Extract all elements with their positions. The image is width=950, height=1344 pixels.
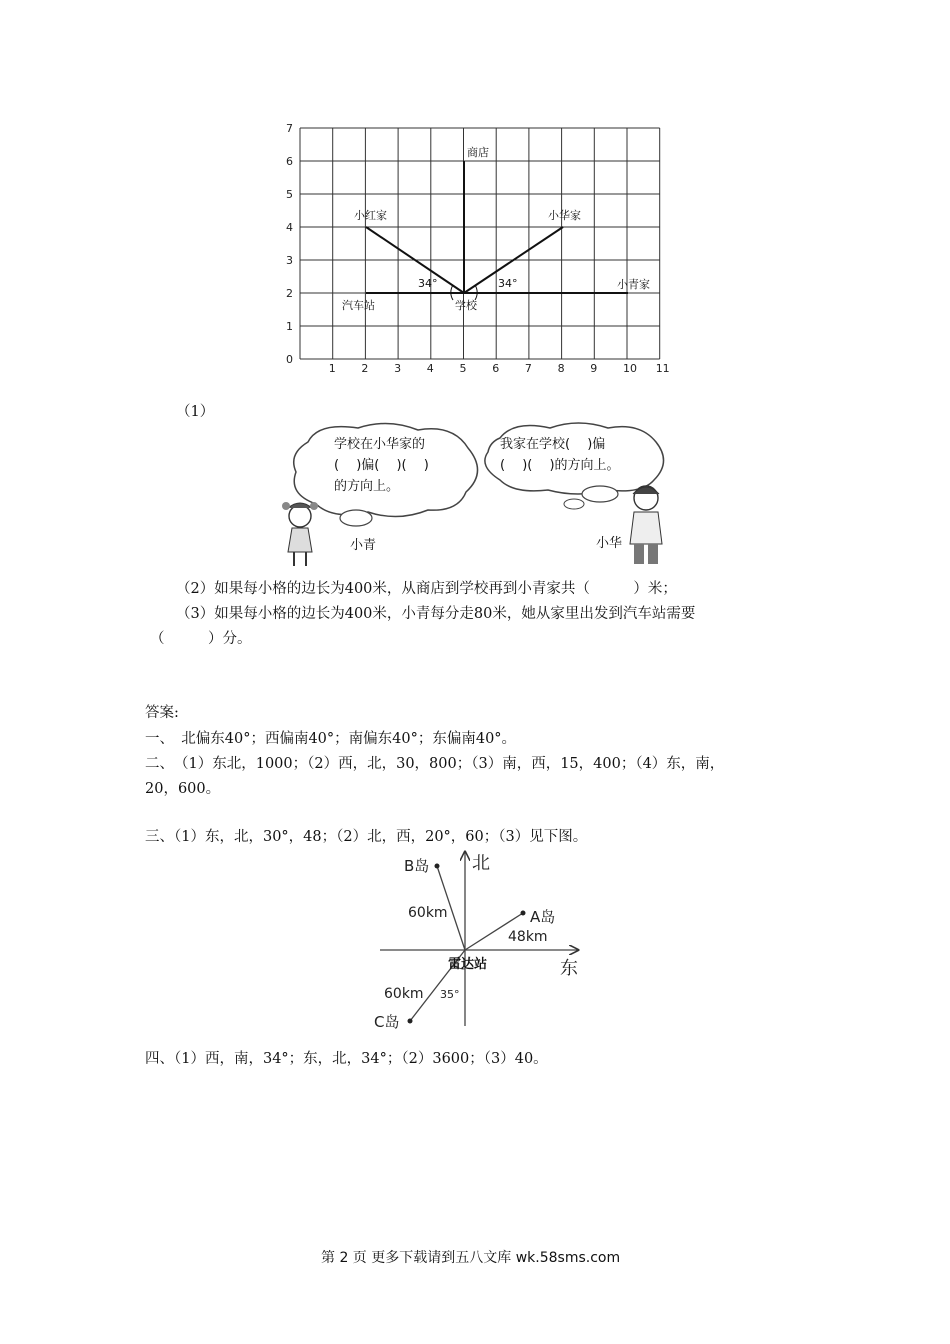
bubble-left-line: ( )偏( )( ) — [334, 458, 429, 473]
b-distance-label: 60km — [408, 905, 448, 921]
x-tick-label: 1 — [328, 362, 336, 375]
boy-figure — [630, 486, 662, 564]
answer-2-line1: 二、 （1）东北，1000；（2）西，北，30，800；（3）南，西，15，400；（4）东，南， — [145, 756, 725, 772]
b-island-label: B岛 — [404, 857, 430, 875]
east-label: 东 — [560, 958, 578, 979]
q1-label: （1） — [176, 404, 215, 420]
bubble-right-tiny — [564, 499, 584, 509]
y-tick-label: 5 — [286, 188, 293, 201]
answer-3: 三、（1）东，北，30°，48；（2）北，西，20°，60；（3）见下图。 — [145, 829, 588, 845]
point-b — [435, 864, 440, 869]
question-2: （2）如果每小格的边长为400米，从商店到学校再到小青家共（ ）米； — [176, 581, 677, 597]
c-angle-label: 35° — [440, 988, 460, 1001]
x-tick-label: 11 — [655, 362, 670, 375]
a-island-label: A岛 — [530, 908, 556, 926]
x-tick-label: 2 — [361, 362, 369, 375]
label-xiaoqing: 小青家 — [617, 278, 650, 291]
question-3-line1: （3）如果每小格的边长为400米，小青每分走80米，她从家里出发到汽车站需要 — [176, 606, 696, 622]
label-xiaohua: 小华家 — [548, 209, 581, 222]
point-a — [521, 911, 526, 916]
x-tick-label: 5 — [459, 362, 467, 375]
radar-figure — [370, 846, 590, 1036]
page-footer: 第 2 页 更多下载请到五八文库 wk.58sms.com — [321, 1250, 621, 1266]
c-distance-label: 60km — [384, 986, 424, 1002]
answers-title: 答案: — [145, 705, 179, 721]
x-tick-label: 8 — [557, 362, 565, 375]
question-3-line2: （ ）分。 — [150, 631, 252, 647]
bubble-right-text — [500, 434, 620, 476]
boy-name: 小华 — [596, 536, 623, 551]
bubble-right-small — [582, 486, 618, 502]
y-tick-label: 0 — [286, 353, 293, 366]
y-tick-label: 2 — [286, 287, 293, 300]
point-c — [408, 1019, 413, 1024]
answer-2-line2: 20，600。 — [145, 781, 221, 797]
girl-name: 小青 — [350, 538, 377, 553]
radar-station-label: 雷达站 — [448, 957, 488, 972]
y-tick-label: 7 — [286, 122, 293, 135]
bubble-left-line: 的方向上。 — [334, 479, 400, 494]
bubble-left-line: 学校在小华家的 — [334, 437, 426, 452]
answer-4: 四、（1）西，南，34°；东，北，34°；（2）3600；（3）40。 — [145, 1051, 548, 1067]
y-tick-label: 3 — [286, 254, 293, 267]
x-tick-label: 4 — [426, 362, 434, 375]
y-tick-label: 6 — [286, 155, 293, 168]
x-tick-label: 9 — [590, 362, 598, 375]
bubble-left-small — [340, 510, 372, 526]
bubble-right-line: ( )( )的方向上。 — [500, 458, 620, 473]
y-tick-label: 1 — [286, 320, 293, 333]
label-bus-station: 汽车站 — [342, 299, 375, 312]
x-tick-label: 10 — [623, 362, 637, 375]
x-tick-label: 7 — [524, 362, 532, 375]
x-tick-label: 3 — [394, 362, 402, 375]
girl-figure — [282, 502, 318, 566]
y-tick-label: 4 — [286, 221, 293, 234]
bubble-left-text — [334, 434, 429, 497]
label-xiaohong: 小红家 — [354, 209, 387, 222]
bubble-right-line: 我家在学校( )偏 — [500, 437, 606, 452]
label-angle-left: 34° — [418, 277, 438, 290]
label-shop: 商店 — [467, 146, 489, 159]
c-island-label: C岛 — [374, 1013, 400, 1031]
label-school: 学校 — [455, 299, 477, 312]
grid-map-figure — [280, 118, 670, 380]
north-label: 北 — [472, 853, 490, 874]
a-distance-label: 48km — [508, 929, 548, 945]
grid-lines — [300, 128, 660, 359]
answer-1: 一、 北偏东40°；西偏南40°；南偏东40°；东偏南40°。 — [145, 731, 517, 747]
label-angle-right: 34° — [498, 277, 518, 290]
x-tick-label: 6 — [492, 362, 500, 375]
